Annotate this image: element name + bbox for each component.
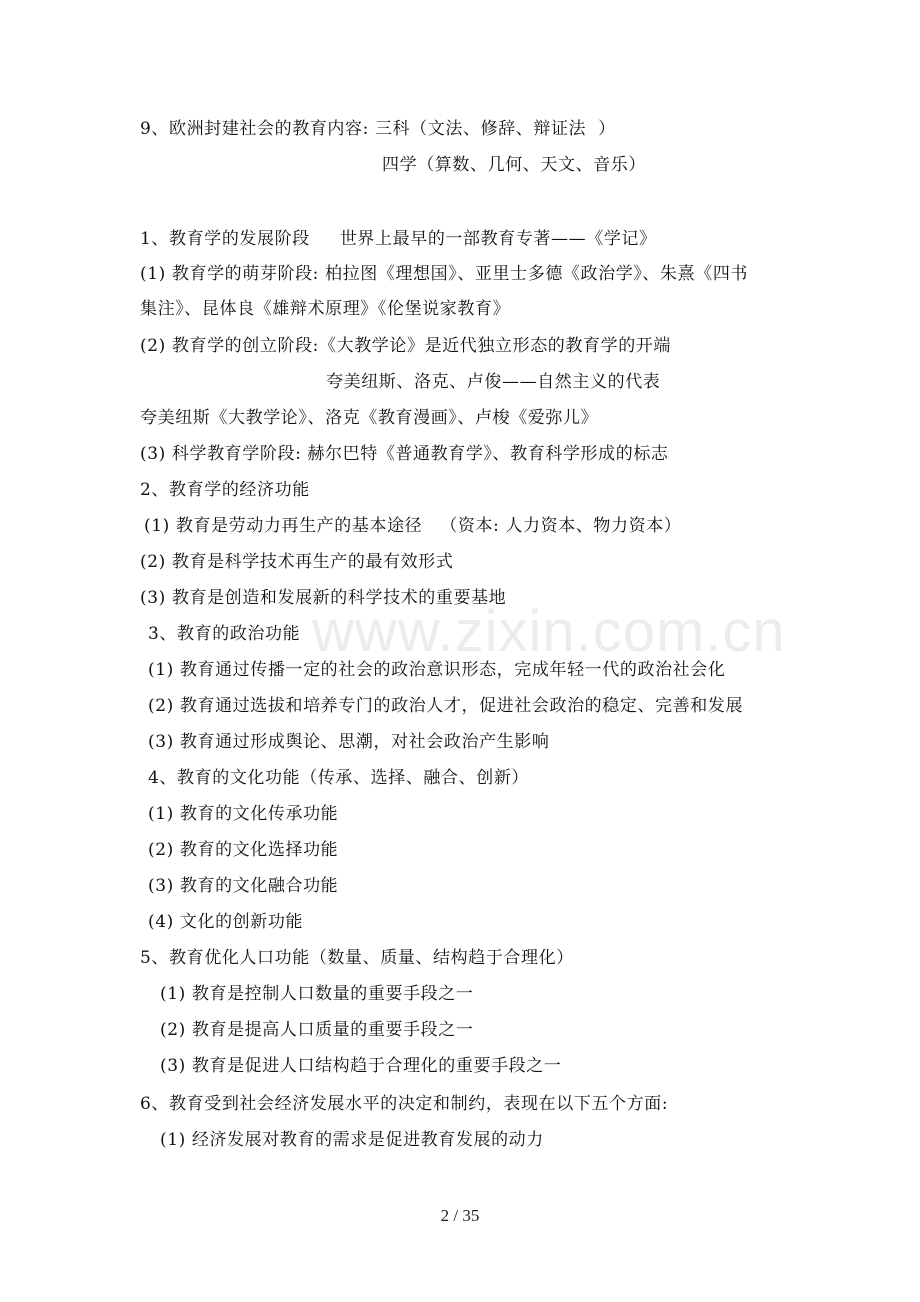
text-line: (4) 文化的创新功能 xyxy=(148,912,304,932)
text-line: 夸美纽斯、洛克、卢俊——自然主义的代表 xyxy=(326,372,661,392)
text-line: (2) 教育学的创立阶段:《大教学论》是近代独立形态的教育学的开端 xyxy=(140,336,672,356)
text-line: 4、教育的文化功能（传承、选择、融合、创新） xyxy=(148,768,530,788)
text-line: (1) 教育通过传播一定的社会的政治意识形态，完成年轻一代的政治社会化 xyxy=(148,660,726,680)
text-line: (2) 教育的文化选择功能 xyxy=(148,840,339,860)
text-line: 夸美纽斯《大教学论》、洛克《教育漫画》、卢梭《爱弥儿》 xyxy=(140,408,599,428)
text-line: 2、教育学的经济功能 xyxy=(140,480,310,500)
text-line: 5、教育优化人口功能（数量、质量、结构趋于合理化） xyxy=(140,948,574,968)
text-line: (1) 经济发展对教育的需求是促进教育发展的动力 xyxy=(160,1130,544,1150)
text-line: (2) 教育是提高人口质量的重要手段之一 xyxy=(160,1020,474,1040)
text-line: (2) 教育是科学技术再生产的最有效形式 xyxy=(140,552,454,572)
text-line: (3) 教育是创造和发展新的科学技术的重要基地 xyxy=(140,588,507,608)
text-line: 6、教育受到社会经济发展水平的决定和制约，表现在以下五个方面: xyxy=(140,1094,669,1114)
text-line: 四学（算数、几何、天文、音乐） xyxy=(382,155,646,175)
text-line: 9、欧洲封建社会的教育内容: 三科（文法、修辞、辩证法 ） xyxy=(140,119,616,139)
text-line: (2) 教育通过选拔和培养专门的政治人才，促进社会政治的稳定、完善和发展 xyxy=(148,696,744,716)
text-line: (3) 教育通过形成舆论、思潮，对社会政治产生影响 xyxy=(148,732,550,752)
text-line: 3、教育的政治功能 xyxy=(148,624,301,644)
text-line: (1) 教育是劳动力再生产的基本途径 （资本: 人力资本、物力资本） xyxy=(144,516,682,536)
text-line: (3) 科学教育学阶段: 赫尔巴特《普通教育学》、教育科学形成的标志 xyxy=(140,444,669,464)
text-line: (3) 教育的文化融合功能 xyxy=(148,876,339,896)
text-line: (1) 教育的文化传承功能 xyxy=(148,804,339,824)
text-line: 1、教育学的发展阶段 世界上最早的一部教育专著——《学记》 xyxy=(140,229,657,249)
text-line: (1) 教育是控制人口数量的重要手段之一 xyxy=(160,984,474,1004)
page-number: 2 / 35 xyxy=(440,1206,480,1225)
text-line: 集注》、昆体良《雄辩术原理》《伦堡说家教育》 xyxy=(140,299,511,319)
text-line: (3) 教育是促进人口结构趋于合理化的重要手段之一 xyxy=(160,1056,562,1076)
watermark: www.zixin.com.cn xyxy=(312,599,786,664)
text-line: (1) 教育学的萌芽阶段: 柏拉图《理想国》、亚里士多德《政治学》、朱熹《四书 xyxy=(140,264,749,284)
